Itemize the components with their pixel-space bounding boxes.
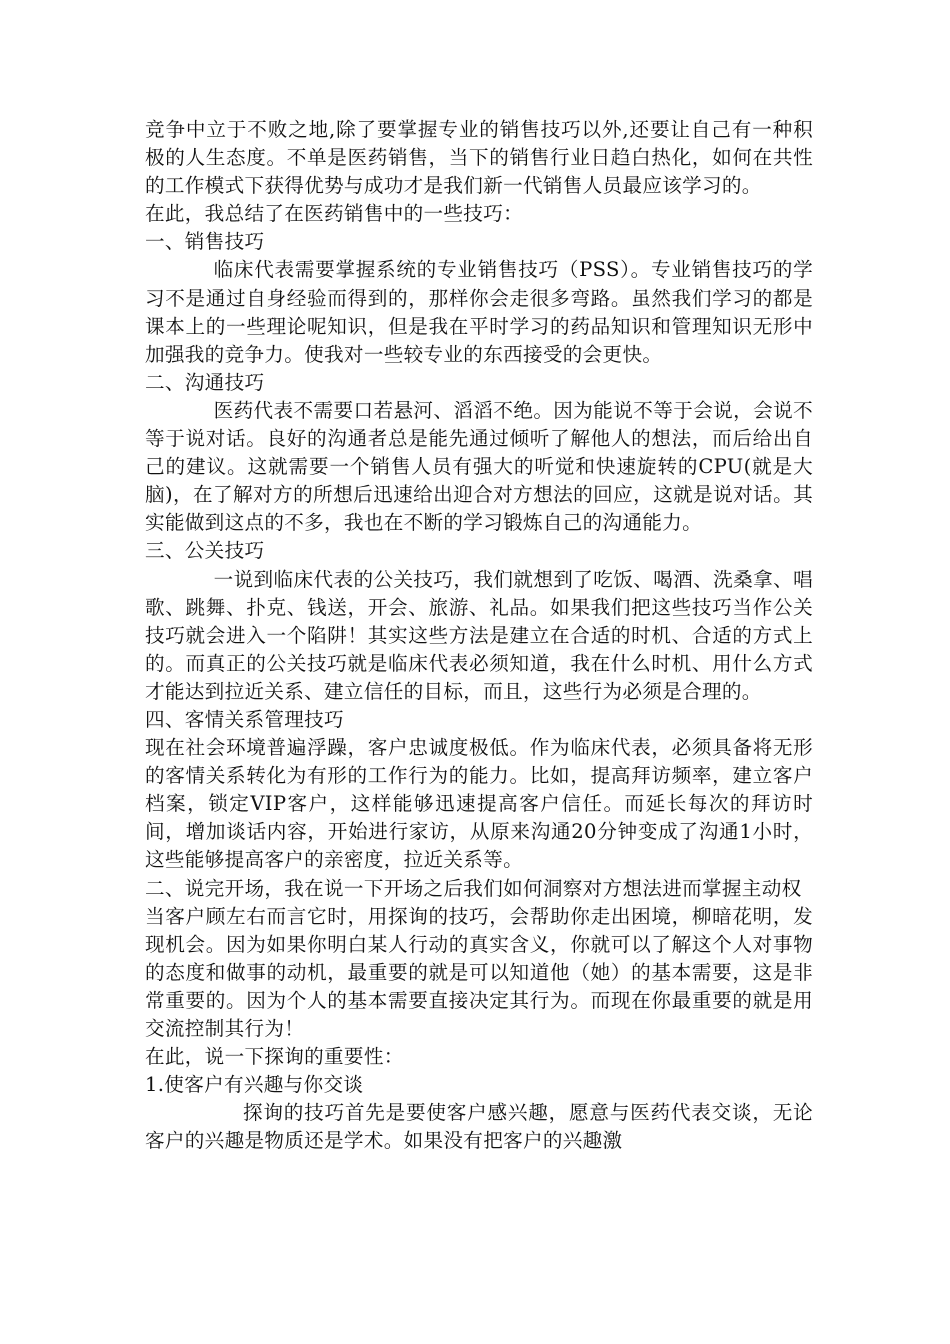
heading-after-opening: 二、说完开场，我在说一下开场之后我们如何洞察对方想法进而掌握主动权 xyxy=(145,876,802,900)
heading-pr-skills: 三、公关技巧 xyxy=(145,539,265,563)
paragraph-sales-skills: 临床代表需要掌握系统的专业销售技巧（PSS）。专业销售技巧的学习不是通过自身经验而得到的，那样你会走很多弯路。虽然我们学习的都是课本上的一些理论呢知识，但是我在平时学习的药品知识和管理知识无形中加强我的竞争力。使我对一些较专业的东西接受的会更快。 xyxy=(145,258,813,366)
document-page xyxy=(145,116,813,1155)
heading-customer-relations: 四、客情关系管理技巧 xyxy=(145,707,344,731)
paragraph-summary-lead: 在此，我总结了在医药销售中的一些技巧： xyxy=(145,202,523,226)
paragraph-probing-importance: 在此，说一下探询的重要性： xyxy=(145,1045,404,1069)
heading-interest: 1.使客户有兴趣与你交谈 xyxy=(145,1073,364,1097)
heading-communication-skills: 二、沟通技巧 xyxy=(145,370,265,394)
heading-sales-skills: 一、销售技巧 xyxy=(145,230,265,254)
paragraph-customer-relations: 现在社会环境普遍浮躁，客户忠诚度极低。作为临床代表，必须具备将无形的客情关系转化为有形的工作行为的能力。比如，提高拜访频率，建立客户档案，锁定VIP客户，这样能够迅速提高客户信任。而延长每次的拜访时间，增加谈话内容，开始进行家访，从原来沟通20分钟变成了沟通1小时，这些能够提高客户的亲密度，拉近关系等。 xyxy=(145,736,813,872)
paragraph-communication-skills: 医药代表不需要口若悬河、滔滔不绝。因为能说不等于会说，会说不等于说对话。良好的沟通者总是能先通过倾听了解他人的想法，而后给出自己的建议。这就需要一个销售人员有强大的听觉和快速旋转的CPU(就是大脑)，在了解对方的所想后迅速给出迎合对方想法的回应，这就是说对话。其实能做到这点的不多，我也在不断的学习锻炼自己的沟通能力。 xyxy=(145,398,813,535)
paragraph-pr-skills: 一说到临床代表的公关技巧，我们就想到了吃饭、喝酒、洗桑拿、唱歌、跳舞、扑克、钱送，开会、旅游、礼品。如果我们把这些技巧当作公关技巧就会进入一个陷阱！其实这些方法是建立在合适的时机、合适的方式上的。而真正的公关技巧就是临床代表必须知道，我在什么时机、用什么方式才能达到拉近关系、建立信任的目标，而且，这些行为必须是合理的。 xyxy=(145,567,813,703)
paragraph-interest: 探询的技巧首先是要使客户感兴趣，愿意与医药代表交谈，无论客户的兴趣是物质还是学术。如果没有把客户的兴趣激 xyxy=(145,1101,813,1153)
paragraph-intro: 竞争中立于不败之地,除了要掌握专业的销售技巧以外,还要让自己有一种积极的人生态度。不单是医药销售，当下的销售行业日趋白热化，如何在共性的工作模式下获得优势与成功才是我们新一代销售人员最应该学习的。 xyxy=(145,118,813,198)
paragraph-probing: 当客户顾左右而言它时，用探询的技巧，会帮助你走出困境，柳暗花明，发现机会。因为如果你明白某人行动的真实含义，你就可以了解这个人对事物的态度和做事的动机，最重要的就是可以知道他（她）的基本需要，这是非常重要的。因为个人的基本需要直接决定其行为。而现在你最重要的就是用交流控制其行为！ xyxy=(145,904,813,1040)
